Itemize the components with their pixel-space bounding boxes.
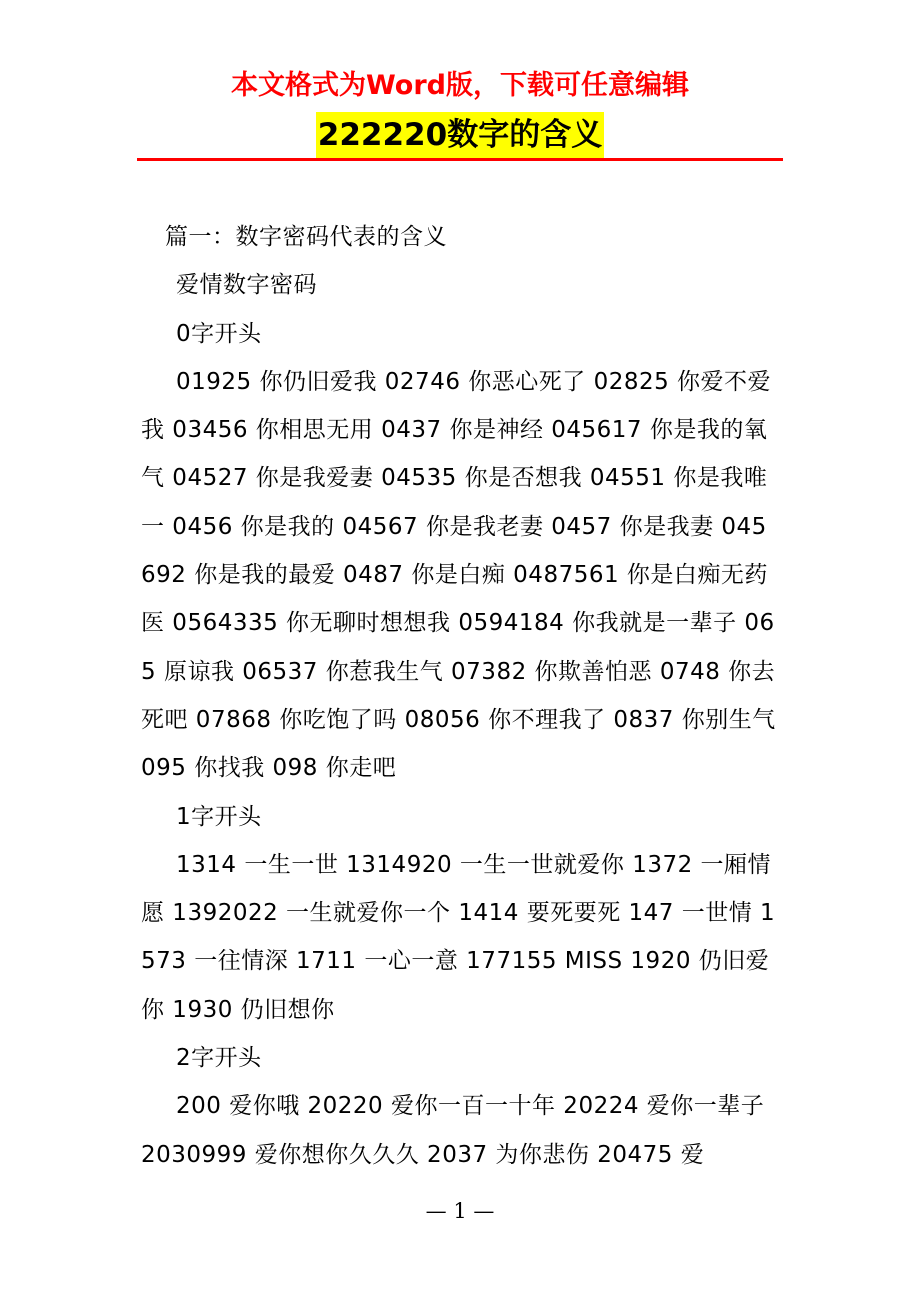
- paragraph: 200 爱你哦 20220 爱你一百一十年 20224 爱你一辈子 2030999 爱你想你久久久 2037 为你悲伤 20475 爱: [141, 1093, 765, 1168]
- document-body: [141, 213, 781, 1179]
- section-heading: 篇一：数字密码代表的含义: [165, 224, 447, 250]
- header-divider: [137, 158, 783, 161]
- page-number: — 1 —: [425, 1199, 495, 1223]
- paragraph: 01925 你仍旧爱我 02746 你恶心死了 02825 你爱不爱我 03456 你相思无用 0437 你是神经 045617 你是我的氧气 04527 你是我爱妻 04535 你是否想我 04551 你是我唯一 0456 你是我的 04567 你是我老妻 0457 你是我妻 045692 你是我的最爱 0487 你是白痴 0487561 你是白痴无药医 0564335 你无聊时想想我 0594184 你我就是一辈子 065 原谅我 06537 你惹我生气 07382 你欺善怕恶 0748 你去死吧 07868 你吃饱了吗 08056 你不理我了 0837 你别生气 095 你找我 098 你走吧: [141, 368, 776, 782]
- group-label-0: 0字开头: [176, 320, 262, 347]
- subheading: 爱情数字密码: [176, 272, 317, 299]
- group-label-2: 2字开头: [176, 1045, 262, 1072]
- paragraph: 1314 一生一世 1314920 一生一世就爱你 1372 一厢情愿 1392022 一生就爱你一个 1414 要死要死 147 一世情 1573 一往情深 1711 一心一意 177155 MISS 1920 仍旧爱你 1930 仍旧想你: [141, 851, 776, 1023]
- title-container: [0, 112, 920, 158]
- document-title: 222220数字的含义: [316, 112, 604, 158]
- group-label-1: 1字开头: [176, 803, 262, 830]
- header-banner: 本文格式为Word版，下载可任意编辑: [230, 70, 689, 101]
